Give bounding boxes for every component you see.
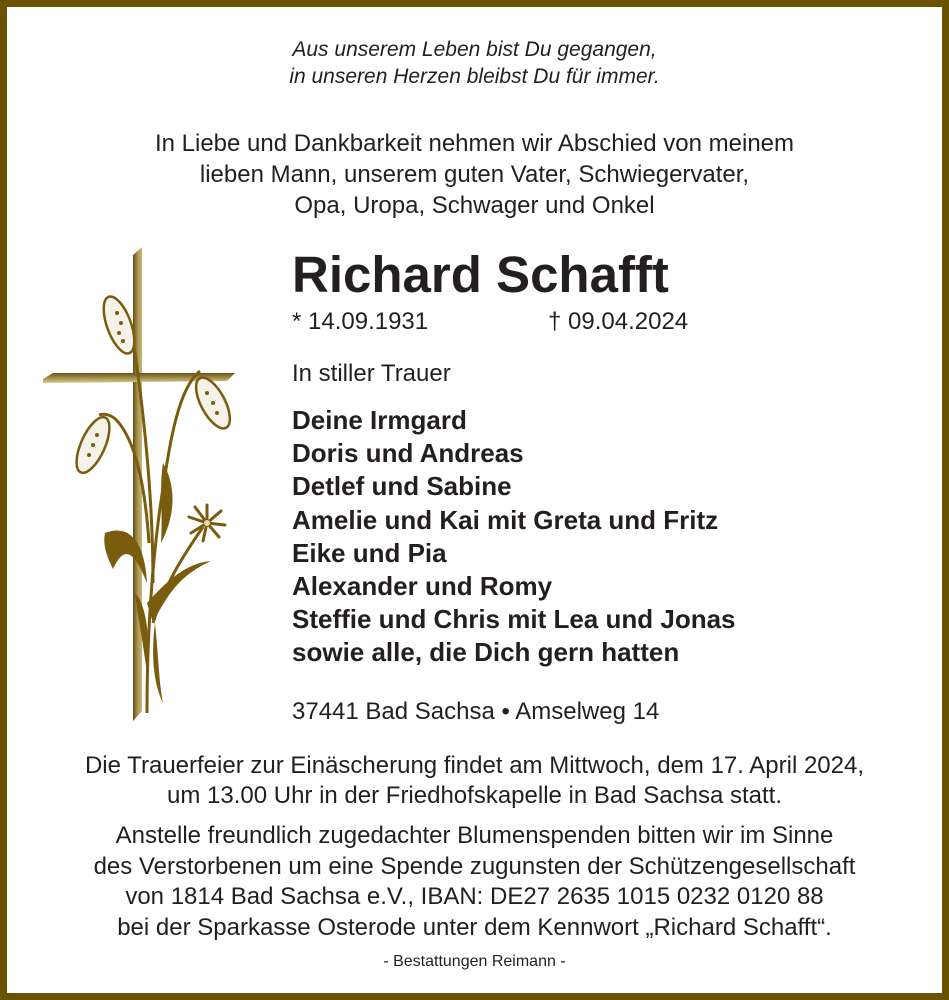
mourner-item: Steffie und Chris mit Lea und Jonas: [292, 604, 736, 635]
undertaker-credit: - Bestattungen Reimann -: [383, 953, 566, 970]
funeral-line: Die Trauerfeier zur Einäscherung findet am Mittwoch, dem 17. April 2024,: [84, 752, 865, 779]
donation-line: des Verstorbenen um eine Spende zugunsten der Schützengesellschaft: [93, 852, 856, 880]
mourner-item: Alexander und Romy: [292, 571, 553, 602]
mourners-list: [292, 404, 736, 670]
donation-line: bei der Sparkasse Osterode unter dem Kennwort „Richard Schafft“.: [117, 913, 832, 941]
mourner-item: Deine Irmgard: [292, 405, 467, 435]
mourner-item: Eike und Pia: [292, 537, 447, 568]
donation-line: von 1814 Bad Sachsa e.V., IBAN: DE27 2635 1015 0232 0120 88: [125, 883, 824, 910]
motto-verse: [7, 36, 942, 90]
death-date: † 09.04.2024: [548, 308, 689, 335]
funeral-info: [7, 751, 942, 811]
funeral-line: um 13.00 Uhr in der Friedhofskapelle in Bad Sachsa statt.: [167, 782, 782, 809]
mourner-item: Amelie und Kai mit Greta und Fritz: [292, 504, 719, 535]
donation-request: [7, 821, 942, 943]
life-dates: [292, 307, 732, 337]
intro-line: In Liebe und Dankbarkeit nehmen wir Abschied von meinem: [154, 130, 795, 157]
motto-line: Aus unserem Leben bist Du gegangen,: [292, 38, 657, 61]
intro-line: lieben Mann, unserem guten Vater, Schwiegervater,: [199, 161, 750, 188]
intro-line: Opa, Uropa, Schwager und Onkel: [294, 192, 655, 219]
mourner-item: Doris und Andreas: [292, 438, 524, 469]
birth-date: * 14.09.1931: [292, 308, 429, 335]
mourner-item: sowie alle, die Dich gern hatten: [292, 637, 680, 668]
mourner-item: Detlef und Sabine: [292, 471, 512, 502]
donation-line: Anstelle freundlich zugedachter Blumenspenden bitten wir im Sinne: [115, 822, 834, 849]
motto-line: in unseren Herzen bleibst Du für immer.: [289, 65, 660, 88]
deceased-name: Richard Schafft: [292, 246, 669, 303]
intro-text: [7, 128, 942, 221]
mourning-label: In stiller Trauer: [292, 360, 451, 387]
family-address: 37441 Bad Sachsa • Amselweg 14: [292, 698, 660, 725]
cross-with-wheat-and-cornflower-icon: [35, 243, 245, 723]
